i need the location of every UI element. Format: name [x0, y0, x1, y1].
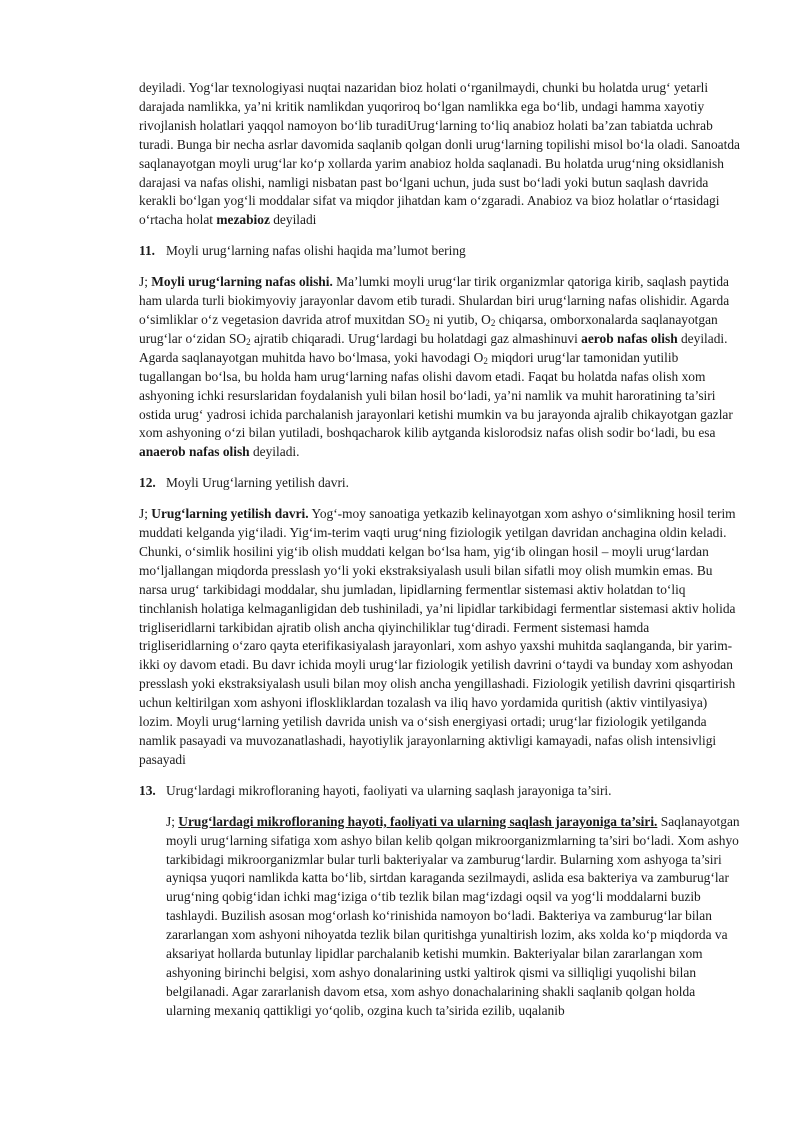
answer-text: Saqlanayotgan moyli urug‘larning sifatiga xom ashyo bilan kelib qolgan mikroorganizmlarning ta’siri bo‘ladi. Xom ashyo tarkibidagi mikroorganizmlar bular turli bakteriyalar va zamburug‘lardir. Bularning xom ashyoga ta’siri ayniqsa yuqori namlikda katta bo‘lib, sirtdan karaganda sezilmaydi, aslida esa bakteriya va zamburug‘lar urug‘ning qobig‘idan ichki mag‘iziga o‘tib tezlik bilan mag‘izdagi oqsil va yog‘li moddalarni buzib tashlaydi. Buzilish asosan mog‘orlash ko‘rinishida namoyon bo‘ladi. Bakteriya va zamburug‘lar bilan zararlangan xom ashyoni nihoyatda tezlik bilan quritishga yunaltirish lozim, aks xolda ko‘p miqdorda va aksariyat hollarda butunlay lipidlar parchalanib ketishi mumkin. Bakteriyalar bilan zararlangan xom ashyoning birinchi belgisi, xom ashyo donalarining ustki yaltirok qismi va silliqligi yuqolishi bilan belgilanadi. Agar zararlanish davom etsa, xom ashyo donachalarining shakli saqlanib qolgan holda ularning mexaniq qattikligi yo‘qolib, ozgina kuch ta’sirida ezilib, uqalanib: [166, 813, 740, 1018]
answer-prefix: J;: [139, 506, 152, 522]
answer-prefix: J;: [139, 274, 152, 290]
answer-title: Urug‘larning yetilish davri.: [151, 506, 309, 522]
question-text: Moyli Urug‘larning yetilish davri.: [166, 475, 349, 491]
answer-text: ajratib chiqaradi. Urug‘lardagi bu holatdagi gaz almashinuvi: [250, 330, 582, 346]
subscript: 2: [490, 317, 496, 328]
answer-text: deyiladi. Agarda saqlanayotgan muhitda havo bo‘lmasa, yoki havodagi O: [139, 330, 728, 365]
question-12: [139, 474, 741, 493]
answer-text: Ma’lumki moyli urug‘lar tirik organizmlar qatoriga kirib, saqlash paytida ham ularda turli biokimyoviy jarayonlar davom etib turadi. Shulardan biri urug‘larning nafas olishidir. Agarda o‘simliklar o‘z vegetasion davrida atrof muxitdan SO: [139, 274, 730, 327]
question-text: Urug‘lardagi mikrofloraning hayoti, faoliyati va ularning saqlash jarayoniga ta’siri.: [166, 782, 612, 798]
term-anaerob: anaerob nafas olish: [139, 444, 250, 460]
answer-title: Urug‘lardagi mikrofloraning hayoti, faoliyati va ularning saqlash jarayoniga ta’siri.: [178, 813, 658, 829]
paragraph-text: deyiladi: [269, 212, 317, 228]
question-number: 13.: [139, 782, 156, 798]
answer-text: ni yutib, O: [429, 311, 491, 327]
question-text: Moyli urug‘larning nafas olishi haqida ma’lumot bering: [166, 243, 466, 259]
answer-11: [139, 273, 741, 462]
question-13: [139, 782, 741, 801]
answer-text: miqdori urug‘lar tamonidan yutilib tugallangan bo‘lsa, bu holda ham urug‘larning nafas olishi davom etadi. Faqat bu holatda nafas olish xom ashyoning ichki resurslaridan foydalanish yuli bilan hosil bo‘ladi, ya’ni namlik va muhit haroratining ta’siri ostida urug‘ yadrosi ichida parchalanish jarayonlari ketishi mumkin va bu jarayonda ajralib chikayotgan gazlar xom ashyoning o‘zi bilan yutiladi, boshqacharok kilib aytganda kislorodsiz nafas olish sodir bo‘ladi, bu esa: [139, 349, 733, 441]
term-mezabioz: mezabioz: [216, 212, 270, 228]
answer-prefix: J;: [166, 813, 179, 829]
subscript: 2: [246, 336, 251, 347]
answer-text: Yog‘-moy sanoatiga yetkazib kelinayotgan xom ashyo o‘simlikning hosil terim muddati kelganda yig‘iladi. Yig‘im-terim vaqti urug‘ning fiziologik yetilgan davridan anchagina oldin keladi. Chunki, o‘simlik hosilini yig‘ib olish muddati kelgan bo‘lsa ham, yig‘ib olingan hosil – moyli urug‘lardan mo‘ljallangan miqdorda presslash yo‘li yoki ekstraksiyalash usuli bilan sifatli moy olish mumkin emas. Bu narsa urug‘ tarkibidagi moddalar, shu jumladan, lipidlarning fermentlar sistemasi aktiv holatdan to‘liq tinchlanish holatiga kelmaganligidan deb tushiniladi, ya’ni lipidlar tarkibidagi fermentlar sistemasi aktiv holida trigliseridlarni tarkibidan ajratib olish ancha qiyinchiliklar tug‘diradi. Ferment sistemasi hamda trigliseridlarning o‘zaro qayta eterifikasiyalash jarayonlari, xom ashyo yaxshi muhitda saqlanganda, bir yarim-ikki oy davom etadi. Bu davr ichida moyli urug‘lar fiziologik yetilish davrini o‘taydi va bunday xom ashyodan presslash yoki ekstraksiyalash usuli bilan moy olish ancha yengillashadi. Fiziologik yetilish davrini qisqartirish uchun keltirilgan xom ashyoni ifloskliklardan tozalash va iliq havo yordamida quritish (aktiv vintilyasiya) lozim. Moyli urug‘larning yetilish davrida unish va o‘sish energiyasi ortadi; urug‘lar fiziologik yetilganda namlik pasayadi va muvozanatlashadi, hayotiylik jarayonlarning aktivligi kamayadi, nafas olish intensivligi pasayadi: [139, 506, 736, 767]
paragraph-text: deyiladi. Yog‘lar texnologiyasi nuqtai nazaridan bioz holati o‘rganilmaydi, chunki bu holatda urug‘ yetarli darajada namlikka, ya’ni kritik namlikdan yuqoriroq bo‘lgan namlikka ega bo‘lib, undagi hamma xayotiy rivojlanish holatlari yaqqol namoyon bo‘lib turadiUrug‘larning to‘liq anabioz holati ba’zan tabiatda uchrab turadi. Bunga bir necha asrlar davomida saqlanib qolgan donli urug‘larning topilishi misol bo‘la oladi. Sanoatda saqlanayotgan moyli urug‘lar ko‘p xollarda yarim anabioz holda saqlanadi. Bu holatda urug‘ning oksidlanish darajasi va nafas olishi, namligi nisbatan past bo‘lgani uchun, juda sust bo‘ladi yoki butun saqlash davrida kerakli bo‘lgan yog‘li moddalar sifat va miqdor jihatdan kam o‘zgaradi. Anabioz va bioz holatlar o‘rtasidagi o‘rtacha holat: [139, 80, 740, 228]
answer-title: Moyli urug‘larning nafas olishi.: [151, 274, 333, 290]
answer-text: deyiladi.: [249, 444, 300, 460]
answer-13: [139, 813, 741, 1021]
question-number: 12.: [139, 475, 156, 491]
document-page: [139, 79, 741, 1021]
subscript: 2: [483, 355, 488, 366]
question-11: [139, 242, 741, 261]
answer-12: [139, 505, 741, 770]
subscript: 2: [425, 317, 430, 328]
intro-paragraph: [139, 79, 741, 230]
term-aerob: aerob nafas olish: [581, 330, 678, 346]
question-number: 11.: [139, 243, 155, 259]
answer-text: chiqarsa, omborxonalarda saqlanayotgan urug‘lar o‘zidan SO: [139, 311, 718, 346]
